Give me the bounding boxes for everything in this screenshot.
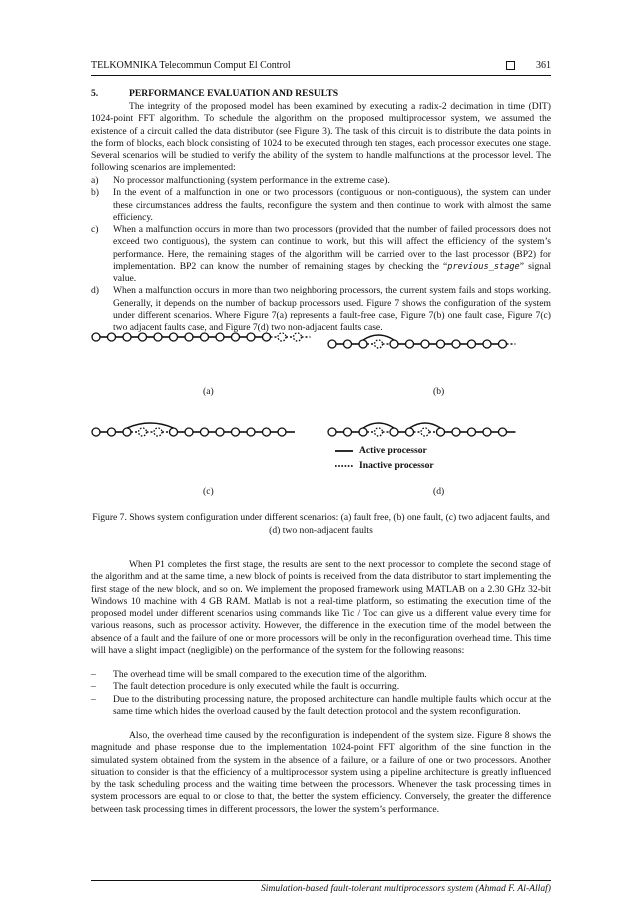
list-item <box>91 669 551 681</box>
processor-node <box>247 428 255 436</box>
subfigure-label-a: (a) <box>203 386 214 397</box>
body-text: When P1 completes the first stage, the results are sent to the next processor to complete the second stage of the algorithm and at the same time, a new block of points is received from the data distributor to start implementing the first stage of the new block, and so on. We implement the proposed framework using MATLAB on a 2.30 GHz 32-bit Windows 10 machine with 4 GB RAM. Matlab is not a real-time platform, so estimating the execution time of the proposed model under different scenarios using commands like Tic / Toc can give us a different value every time for various reasons, such as processor activity. However, the difference in the execution time of the model between the absence of a fault and the failure of one or more processors will be only in the reconfiguration overhead time. This time will have a slight impact (negligible) on the performance of the system for the following reasons: <box>91 559 551 656</box>
processor-node <box>499 428 507 436</box>
subfigure-label-c: (c) <box>203 486 214 497</box>
processor-node <box>499 340 507 348</box>
reasons-list <box>91 669 551 718</box>
list-item <box>91 175 551 187</box>
intro-paragraph <box>91 101 551 175</box>
header-rule <box>91 75 551 76</box>
list-item-text-tail: ” signal value. <box>113 260 551 284</box>
processor-node <box>232 333 240 341</box>
processor-node <box>123 333 131 341</box>
processor-node <box>232 428 240 436</box>
checkbox-glyph-icon <box>506 61 515 70</box>
processor-node <box>185 333 193 341</box>
processor-node <box>406 428 414 436</box>
figure-caption: Figure 7. Shows system configuration under different scenarios: (a) fault free, (b) one fault, (c) two adjacent faults, and (d) two non-adjacent faults <box>92 512 550 536</box>
bypass-arc <box>410 423 441 428</box>
processor-node <box>216 428 224 436</box>
list-marker: – <box>91 681 96 693</box>
final-text: Also, the overhead time caused by the reconfiguration is independent of the system size. Figure 8 shows the magnitude and phase response due to the implementation 1024-point FFT algorithm of the sine function in the simulated system obtained from the system in the absence of a failure, or a failure of one or two processors. Another situation to consider is that the efficiency of a multiprocessor system using a pipeline architecture is greatly influenced by the task scheduling process and the waiting time between the processors. Whenever the task processing times in system processors are equal to or close to that, the better the system efficiency. Conversely, the greater the difference between task processing times in different processors, the lower the system’s performance. <box>91 730 551 815</box>
running-footer: Simulation-based fault-tolerant multiprocessors system (Ahmad F. Al-Allaf) <box>260 883 551 894</box>
list-item <box>91 187 551 224</box>
processor-node <box>452 340 460 348</box>
processor-node <box>185 428 193 436</box>
list-item <box>91 224 551 285</box>
list-item-text: Due to the distributing processing nature, the proposed architecture can handle multiple faults which occur at the same time which hides the overload caused by the fault detection protocol and the system reconfiguration. <box>113 693 551 717</box>
processor-node <box>452 428 460 436</box>
processor-node <box>359 428 367 436</box>
legend-inactive-label: Inactive processor <box>359 460 434 471</box>
figure-7 <box>91 322 551 502</box>
processor-node <box>263 333 271 341</box>
list-marker: a) <box>91 175 99 186</box>
bypass-arc <box>127 423 174 428</box>
inactive-processor-node <box>278 333 286 341</box>
processor-node <box>421 340 429 348</box>
processor-node <box>108 333 116 341</box>
processor-node <box>359 340 367 348</box>
list-item-text: No processor malfunctioning (system performance in the extreme case). <box>113 175 390 186</box>
page-number: 361 <box>536 60 551 71</box>
processor-node <box>483 428 491 436</box>
section-heading <box>91 88 551 99</box>
section-title: PERFORMANCE EVALUATION AND RESULTS <box>129 88 339 99</box>
footer-rule <box>91 880 551 881</box>
processor-node <box>170 333 178 341</box>
subfigure-label-b: (b) <box>433 386 445 397</box>
processor-node <box>437 428 445 436</box>
processor-node <box>344 340 352 348</box>
processor-node <box>154 333 162 341</box>
scenario-list <box>91 175 551 334</box>
code-signal-name: previous_stage <box>447 261 520 272</box>
inactive-processor-node <box>375 428 383 436</box>
bypass-arc <box>363 335 394 340</box>
subfigure-label-d: (d) <box>433 486 445 497</box>
processor-node <box>483 340 491 348</box>
processor-node <box>344 428 352 436</box>
processor-node <box>390 340 398 348</box>
inactive-processor-node <box>421 428 429 436</box>
processor-node <box>123 428 131 436</box>
list-item-text: When a malfunction occurs in more than two processors (provided that the number of failed processors does not exceed two contiguous), the system can continue to work, but this will affect the efficiency of the system’s performance. Here, the remaining stages of the algorithm will be carried over to the last processor (BP2) for implementation. BP2 can know the number of remaining stages by checking the “ <box>113 224 551 272</box>
list-item-text: In the event of a malfunction in one or two processors (contiguous or non-contiguous), the system can under these circumstances address the faults, reconfigure the system and then continue to work with almost the same efficiency. <box>113 187 551 223</box>
processor-node <box>92 428 100 436</box>
processor-chain-diagram <box>91 322 551 502</box>
processor-node <box>390 428 398 436</box>
bypass-arc <box>363 423 394 428</box>
list-item <box>91 694 551 719</box>
inactive-processor-node <box>154 428 162 436</box>
processor-node <box>468 428 476 436</box>
list-item-text: The fault detection procedure is only executed while the fault is occurring. <box>113 681 400 693</box>
body-paragraph <box>91 559 551 657</box>
processor-node <box>468 340 476 348</box>
inactive-processor-node <box>375 340 383 348</box>
processor-node <box>139 333 147 341</box>
inactive-processor-node <box>294 333 302 341</box>
journal-title: TELKOMNIKA Telecommun Comput El Control <box>91 60 291 71</box>
processor-node <box>108 428 116 436</box>
list-marker: b) <box>91 187 99 199</box>
processor-node <box>328 428 336 436</box>
processor-node <box>437 340 445 348</box>
intro-text: The integrity of the proposed model has been examined by executing a radix-2 decimation in time (DIT) 1024-point FFT algorithm. To schedule the algorithm on the proposed multiprocessor system, we assumed the existence of a circuit called the data distributor (see Figure 3). The task of this circuit is to distribute the data points in the form of blocks, each block consisting of 1024 to be executed through ten stages, each processor executes one stage. Several scenarios will be studied to verify the ability of the system to handle malfunctions at the processor level. The following scenarios are implemented: <box>91 101 551 174</box>
list-marker: – <box>91 693 96 705</box>
processor-node <box>201 333 209 341</box>
processor-node <box>216 333 224 341</box>
processor-node <box>406 340 414 348</box>
page-header <box>91 60 551 74</box>
processor-node <box>278 428 286 436</box>
processor-node <box>328 340 336 348</box>
list-item <box>91 681 551 693</box>
legend-active-label: Active processor <box>359 445 427 456</box>
list-item-text: When a malfunction occurs in more than two neighboring processors, the current system fails and stops working. Generally, it depends on the number of backup processors used. Figure 7 shows the configuration of the system under different scenarios. Where Figure 7(a) represents a fault-free case, Figure 7(b) one fault case, Figure 7(c) two adjacent faults case, and Figure 7(d) two non-adjacent faults case. <box>113 285 551 333</box>
final-paragraph <box>91 730 551 816</box>
list-marker: c) <box>91 224 99 235</box>
list-marker: d) <box>91 285 99 297</box>
processor-node <box>201 428 209 436</box>
processor-node <box>263 428 271 436</box>
processor-node <box>170 428 178 436</box>
section-number: 5. <box>91 88 99 99</box>
processor-node <box>92 333 100 341</box>
list-marker: – <box>91 669 96 680</box>
inactive-processor-node <box>139 428 147 436</box>
processor-node <box>247 333 255 341</box>
list-item-text: The overhead time will be small compared to the execution time of the algorithm. <box>113 669 427 680</box>
